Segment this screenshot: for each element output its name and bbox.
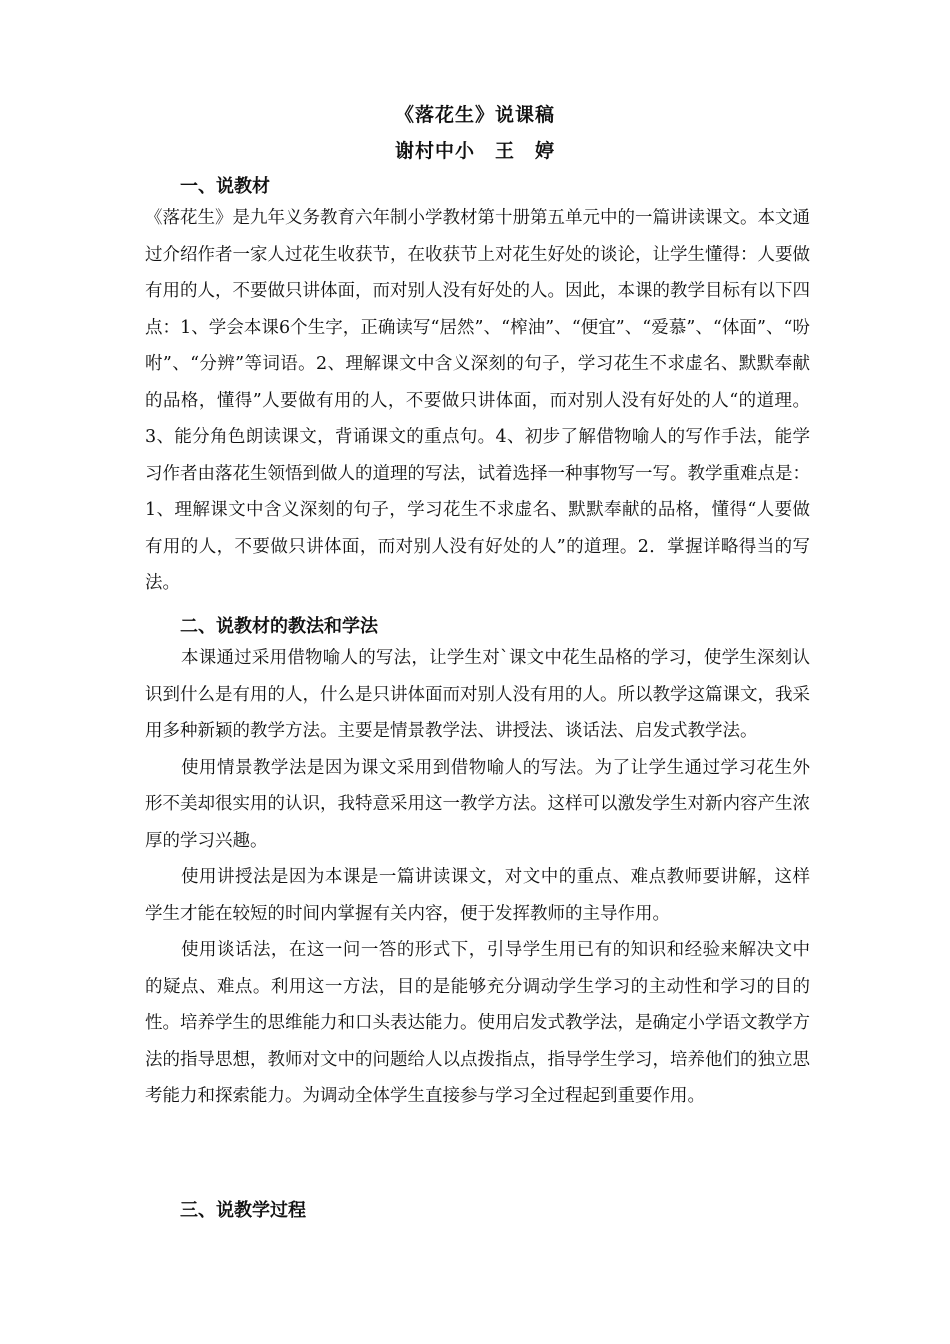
paragraph: 使用情景教学法是因为课文采用到借物喻人的写法。为了让学生通过学习花生外形不美却很实用的认识，我特意采用这一教学方法。这样可以激发学生对新内容产生浓厚的学习兴趣。: [145, 757, 810, 851]
document-title: 《落花生》说课稿: [394, 104, 555, 126]
paragraph: 使用谈话法，在这一问一答的形式下，引导学生用已有的知识和经验来解决文中的疑点、难点。利用这一方法，目的是能够充分调动学生学习的主动性和学习的目的性。培养学生的思维能力和口头表达能力。使用启发式教学法，是确定小学语文教学方法的指导思想，教师对文中的问题给人以点拨指点，指导学生学习，培养他们的独立思考能力和探索能力。为调动全体学生直接参与学习全过程起到重要作用。: [145, 940, 810, 1106]
section-heading-3: 三、说教学过程: [180, 1200, 306, 1221]
section-heading-1: 一、说教材: [180, 176, 270, 197]
author-line: 谢村中小 王 婷: [394, 140, 555, 162]
paragraph: 《落花生》是九年义务教育六年制小学教材第十册第五单元中的一篇讲读课文。本文通过介绍作者一家人过花生收获节，在收获节上对花生好处的谈论，让学生懂得：人要做有用的人，不要做只讲体面，而对别人没有好处的人。因此，本课的教学目标有以下四点：1、学会本课6个生字，正确读写“居然”、“榨油”、“便宜”、“爱慕”、“体面”、“吩咐”、“分辨”等词语。2、理解课文中含义深刻的句子，学习花生不求虚名、默默奉献的品格，懂得”人要做有用的人，不要做只讲体面，而对别人没有好处的人“的道理。3、能分角色朗读课文，背诵课文的重点句。4、初步了解借物喻人的写作手法，能学习作者由落花生领悟到做人的道理的写法，试着选择一种事物写一写。教学重难点是：1、理解课文中含义深刻的句子，学习花生不求虚名、默默奉献的品格，懂得“人要做有用的人，不要做只讲体面，而对别人没有好处的人”的道理。2．掌握详略得当的写法。: [145, 208, 810, 593]
paragraph: 本课通过采用借物喻人的写法，让学生对`课文中花生品格的学习，使学生深刻认识到什么是有用的人，什么是只讲体面而对别人没有用的人。所以教学这篇课文，我采用多种新颖的教学方法。主要是情景教学法、讲授法、谈话法、启发式教学法。: [145, 648, 810, 741]
paragraph: 使用讲授法是因为本课是一篇讲读课文，对文中的重点、难点教师要讲解，这样学生才能在较短的时间内掌握有关内容，便于发挥教师的主导作用。: [145, 867, 810, 924]
section-heading-2: 二、说教材的教法和学法: [180, 616, 378, 637]
section-1-body: [145, 200, 810, 602]
section-2-body: [145, 640, 810, 1115]
